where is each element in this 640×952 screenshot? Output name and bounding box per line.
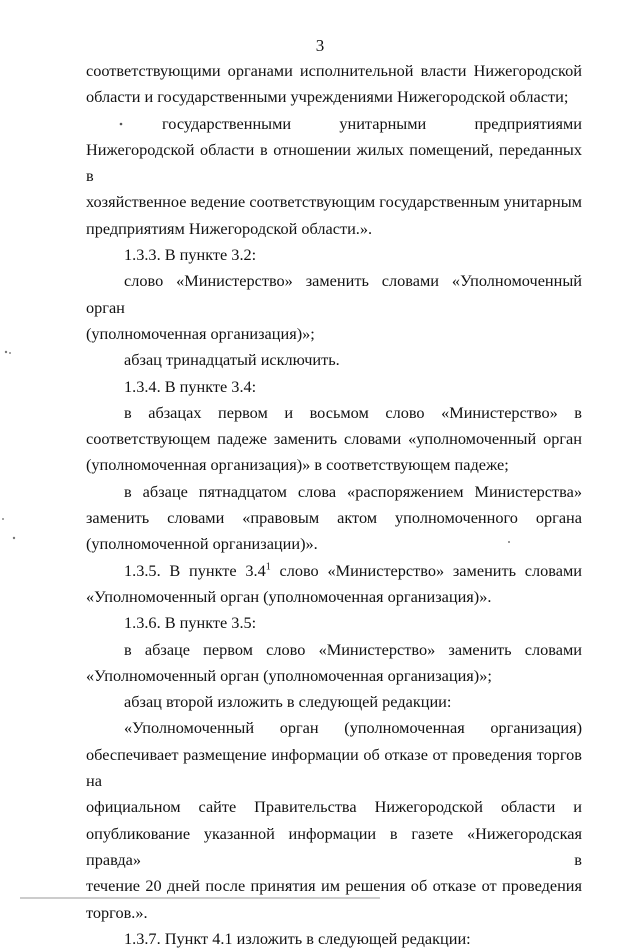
paragraph-line: торгов.». <box>86 902 148 922</box>
paragraph-line: соответствующем падеже заменить словами «уполномоченный орган <box>86 429 582 449</box>
paragraph-line: хозяйственное ведение соответствующим государственным унитарным <box>86 192 582 212</box>
paragraph-line: 1.3.3. В пункте 3.2: <box>124 245 257 265</box>
paragraph-line: опубликование указанной информации в газете «Нижегородская правда» в <box>86 823 582 869</box>
paragraph-line: слово «Министерство» заменить словами «Уполномоченный орган <box>86 271 582 317</box>
paragraph-line: абзац тринадцатый исключить. <box>124 350 340 370</box>
paragraph-line: (уполномоченная организация)»; <box>86 323 315 343</box>
paragraph-line: в абзацах первом и восьмом слово «Министерство» в <box>124 402 582 422</box>
paragraph-text: 1.3.5. В пункте 3.4 <box>124 560 266 580</box>
paragraph-line: 1.3.4. В пункте 3.4: <box>124 376 257 396</box>
paragraph-line <box>86 558 582 584</box>
paragraph-line: области и государственными учреждениями Нижегородской области; <box>86 87 569 107</box>
paragraph-line: в абзаце первом слово «Министерство» заменить словами <box>124 639 582 659</box>
paragraph-line: 1.3.7. Пункт 4.1 изложить в следующей редакции: <box>124 928 471 948</box>
paragraph-line: течение 20 дней после принятия им решения об отказе от проведения <box>86 876 582 896</box>
paragraph-line: (уполномоченная организация)» в соответствующем падеже; <box>86 455 509 475</box>
paragraph-line: обеспечивает размещение информации об отказе от проведения торгов на <box>86 744 582 791</box>
paragraph-line: предприятиям Нижегородской области.». <box>86 218 373 238</box>
paragraph-line: абзац второй изложить в следующей редакции: <box>124 692 452 712</box>
paragraph-line: Нижегородской области в отношении жилых помещений, переданных в <box>86 139 582 186</box>
document-body <box>86 58 582 952</box>
paragraph-line: заменить словами «правовым актом уполномоченного органа <box>86 508 582 528</box>
paragraph-line: «Уполномоченный орган (уполномоченная организация) <box>124 718 582 738</box>
paragraph-line: соответствующими органами исполнительной власти Нижегородской <box>86 61 582 80</box>
page-number: 3 <box>315 36 325 55</box>
paragraph-line: официальном сайте Правительства Нижегородской области и <box>86 797 582 817</box>
paragraph-line: «Уполномоченный орган (уполномоченная организация)». <box>86 586 492 606</box>
paragraph-line: государственными унитарными предприятиями <box>162 113 582 133</box>
paragraph-line: 1.3.6. В пункте 3.5: <box>124 613 257 633</box>
paragraph-line: (уполномоченной организации)». <box>86 534 318 554</box>
paragraph-text: слово «Министерство» заменить словами <box>270 560 582 580</box>
paragraph-line: в абзаце пятнадцатом слова «распоряжением Министерства» <box>124 481 582 501</box>
superscript: 1 <box>265 561 271 573</box>
paragraph-line: «Уполномоченный орган (уполномоченная организация)»; <box>86 665 492 685</box>
